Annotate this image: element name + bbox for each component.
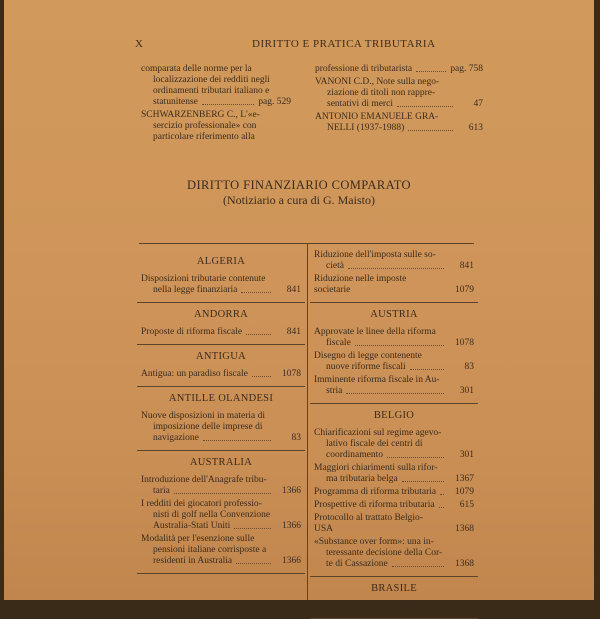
index-entry [314,513,474,535]
country-divider [137,573,305,574]
page-reference: 1367 [455,474,474,484]
running-title: DIRITTO E PRATICA TRIBUTARIA [252,38,436,50]
index-entry-text: te di Cassazione [326,559,388,569]
page-reference: 83 [464,362,474,372]
page-reference: 1368 [455,524,474,534]
index-entry-line: VANONI C.D., Note sulla nego- [315,77,440,87]
dot-leader [392,566,444,567]
index-entry-text: NELLI (1937-1988) [327,123,405,133]
index-entry-line: I redditi dei giocatori professio- [141,499,262,509]
country-heading: BRASILE [371,583,417,594]
index-entry-text: Proposte di riforma fiscale [141,327,243,337]
country-heading: AUSTRALIA [189,457,253,468]
index-entry-last-line [141,556,301,567]
index-entry [314,601,474,612]
index-entry [314,487,474,498]
page-number: X [135,38,144,50]
index-entry [314,500,474,511]
dot-leader [234,528,271,529]
index-entry [141,411,301,444]
section-title: DIRITTO FINANZIARIO COMPARATO [187,178,411,192]
index-entry-text: Programma di riforma tributaria [314,487,437,497]
country-divider [310,302,478,303]
index-entry [141,274,301,296]
index-entry-line: localizzazione dei redditi negli [153,75,270,85]
index-entry-text: professione di tributarista [315,64,413,74]
page-reference: 1078 [455,338,474,348]
country-heading: ALGERIA [196,256,246,267]
country-divider [310,576,478,577]
page-reference: 841 [459,261,474,271]
index-entry-text: coordinamento [326,450,383,460]
index-entry-line: ANTONIO EMANUELE GRA- [315,112,439,122]
index-entry [314,463,474,485]
index-entry-line: lativo fiscale dei centri di [326,439,423,449]
index-entry-text: nuove riforme fiscali [326,362,406,372]
index-entry-line: ordinamenti tributari italiano e [153,86,270,96]
index-entry [141,534,301,567]
top-left-index-column [141,64,291,145]
index-entry-text: taria [153,486,170,496]
dot-leader [236,563,271,564]
page-reference: 1366 [282,521,301,531]
index-entry-text: residenti in Australia [153,556,233,566]
page-reference: 1366 [282,486,301,496]
dot-leader [397,106,453,107]
index-entry-line: Chiarificazioni sul regime agevo- [314,428,442,438]
index-entry-last-line [314,513,474,535]
page-reference: 1366 [282,556,301,566]
index-entry-text: cietà [326,261,344,271]
index-entry-line: SCHWARZENBERG C., L'«e- [141,110,260,120]
index-entry-last-line [141,369,301,380]
index-entry-line: Disposizioni tributarie contenute [141,274,266,284]
dot-leader [402,481,444,482]
index-entry [314,250,474,272]
section-subtitle: (Notiziario a cura di G. Maisto) [223,193,375,207]
right-country-column [314,250,474,619]
page-reference: 1078 [282,369,301,379]
index-entry-line: Imminente riforma fiscale in Au- [314,375,440,385]
index-entry-last-line [141,285,301,296]
dot-leader [387,457,444,458]
country-divider [310,403,478,404]
index-entry-line: comparata delle norme per la [141,64,252,74]
index-entry-line: Approvate le linee della riforma [314,327,436,337]
index-entry-text: Antigua: un paradiso fiscale [141,369,248,379]
page-reference: 301 [459,450,474,460]
index-entry-last-line [314,559,474,570]
page-reference: 47 [473,99,483,109]
index-entry [141,64,291,108]
page-reference: 1079 [455,285,474,295]
index-entry-line: imposizione delle imprese di [153,422,263,432]
country-divider [137,450,305,451]
dot-leader [202,104,254,105]
index-entry-last-line [314,274,474,296]
index-entry-last-line [314,261,474,272]
index-entry-text: stria [326,386,343,396]
index-entry-text: ma tributaria belga [326,474,398,484]
index-entry [314,537,474,570]
dot-leader [252,376,271,377]
page-reference: 841 [286,327,301,337]
page-reference: 1368 [455,559,474,569]
country-divider [137,302,305,303]
index-entry-last-line [315,64,483,75]
index-entry-line: Riduzione dell'imposta sulle so- [314,250,436,260]
index-entry [141,327,301,338]
index-entry-text: Protocollo al trattato Belgio-USA [314,513,423,534]
index-entry [315,112,483,134]
page-reference: 83 [291,433,301,443]
dot-leader [416,71,446,72]
dot-leader [348,268,444,269]
index-entry-line: particolare riferimento alla [153,132,255,142]
page-reference: pag. 529 [258,97,291,107]
dot-leader [355,345,444,346]
index-entry-last-line [315,123,483,134]
index-entry [315,64,483,75]
left-country-column [141,250,301,574]
index-entry-last-line [314,450,474,461]
index-entry-last-line [315,99,483,110]
index-entry [314,375,474,397]
index-entry-line: Maggiori chiarimenti sulla rifor- [314,463,438,473]
index-entry-text: navigazione [153,433,199,443]
index-entry-last-line [314,362,474,373]
page-reference: 1079 [455,487,474,497]
index-entry [141,499,301,532]
index-entry-line: «Substance over form»: una in- [314,537,434,547]
index-entry-last-line [141,327,301,338]
index-entry-text: sentativi di merci [327,99,393,109]
index-entry [314,274,474,296]
dot-leader [408,130,453,131]
index-entry-text: Esenzione ministeriale dalla [314,601,422,611]
index-entry-text: statunitense [153,97,198,107]
index-entry-text: fiscale [326,338,351,348]
index-entry-line: Disegno di legge contenente [314,351,422,361]
dot-leader [439,507,444,508]
page-reference: 841 [286,285,301,295]
page-reference: 613 [468,123,483,133]
country-heading: BELGIO [373,410,415,421]
index-entry [141,110,291,143]
index-entry-line: sercizio professionale» con [153,121,257,131]
index-entry [141,369,301,380]
index-entry-last-line [314,487,474,498]
page-reference: 615 [459,500,474,510]
dot-leader [410,369,444,370]
index-entry-last-line [314,338,474,349]
index-entry-last-line [141,486,301,497]
index-entry-last-line [314,601,474,612]
index-entry-line: Introduzione dell'Anagrafe tribu- [141,475,267,485]
index-entry-line: Nuove disposizioni in materia di [141,411,266,421]
dot-leader [346,393,444,394]
index-entry [314,327,474,349]
country-heading: ANTIGUA [196,351,246,362]
column-divider [307,243,308,600]
country-heading: AUSTRIA [370,309,418,320]
page-reference: 301 [459,386,474,396]
index-entry-last-line [314,474,474,485]
index-entry-line: teressante decisione della Cor- [326,548,443,558]
book-page [4,0,594,611]
index-entry-text: nella legge finanziaria [153,285,238,295]
dot-leader [174,493,271,494]
country-divider [137,386,305,387]
index-entry-last-line [141,521,301,532]
index-entry [314,428,474,461]
index-entry-last-line [314,386,474,397]
index-entry-line: nisti di golf nella Convenzione [153,510,271,520]
index-entry-last-line [141,97,291,108]
index-entry-text: Australia-Stati Uniti [153,521,231,531]
index-entry-last-line [141,433,301,444]
page-reference: pag. 758 [450,64,483,74]
index-entry [141,475,301,497]
dot-leader [440,494,444,495]
index-entry-text: Riduzione nelle imposte societarie [314,274,407,295]
index-entry-line: pensioni italiane corrisposte a [153,545,267,555]
index-entry [315,77,483,110]
index-entry [314,351,474,373]
dot-leader [203,440,271,441]
index-entry-line: Modalità per l'esenzione sulle [141,534,255,544]
country-heading: ANDORRA [193,309,249,320]
index-entry-text: Prospettive di riforma tributaria [314,500,435,510]
index-entry-last-line [314,500,474,511]
country-divider [137,344,305,345]
country-heading: ANTILLE OLANDESI [168,393,274,404]
index-entry-line: ziazione di titoli non rappre- [327,88,436,98]
dot-leader [246,334,271,335]
top-right-index-column [315,64,483,136]
dot-leader [241,292,271,293]
